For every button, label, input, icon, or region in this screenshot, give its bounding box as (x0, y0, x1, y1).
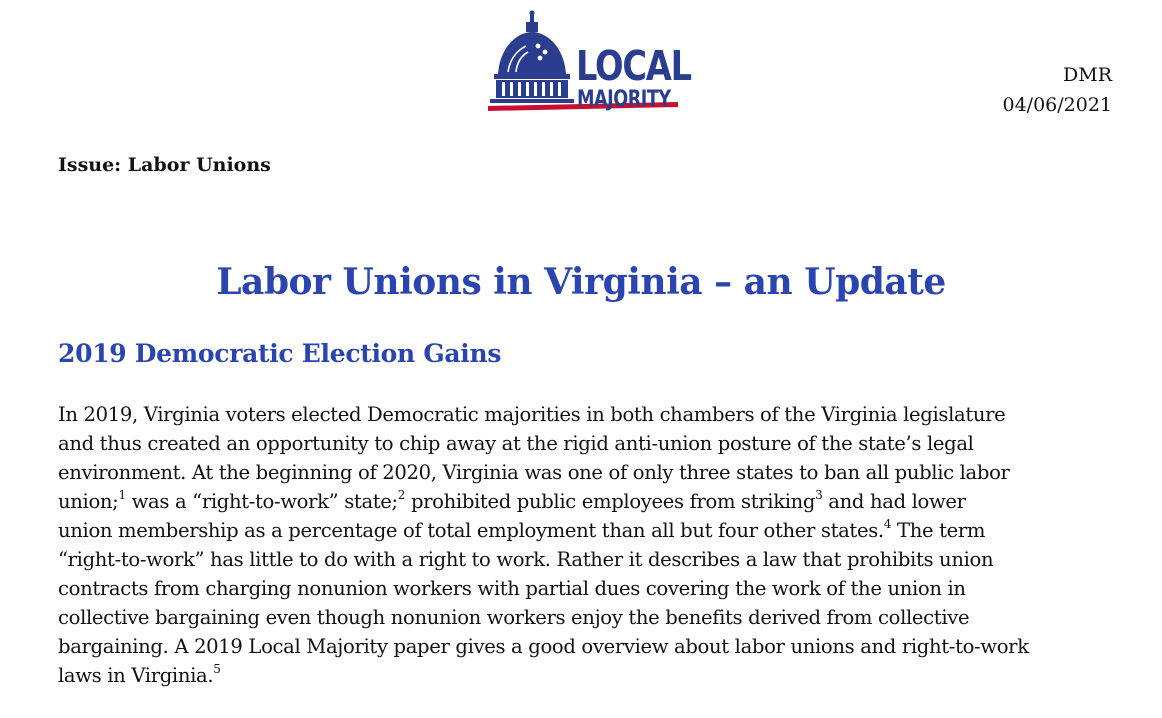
document-meta (1002, 60, 1112, 120)
footnote-ref-4[interactable]: 4 (883, 517, 892, 532)
text-segment: prohibited public employees from striking (405, 490, 816, 513)
paragraph-line: “right-to-work” has little to do with a right to work. Rather it describes a law that prohibits union (58, 548, 994, 571)
paragraph-line (58, 661, 1118, 690)
local-majority-logo (488, 10, 693, 115)
paragraph-line: contracts from charging nonunion workers with partial dues covering the work of the union in (58, 577, 966, 600)
text-segment: was a “right-to-work” state; (125, 490, 398, 513)
text-segment: The term (891, 519, 986, 542)
footnote-ref-5[interactable]: 5 (213, 662, 221, 677)
text-segment: union; (58, 490, 119, 513)
paragraph-line: bargaining. A 2019 Local Majority paper gives a good overview about labor unions and right-to-work (58, 635, 1029, 658)
document-date: 04/06/2021 (1002, 94, 1112, 116)
issue-label: Issue: Labor Unions (58, 154, 271, 176)
paragraph-line: environment. At the beginning of 2020, Virginia was one of only three states to ban all public labor (58, 461, 1010, 484)
text-segment: laws in Virginia. (58, 664, 214, 687)
paragraph-line: In 2019, Virginia voters elected Democratic majorities in both chambers of the Virginia legislature (58, 403, 1006, 426)
footnote-ref-2[interactable]: 2 (397, 488, 406, 503)
document-title: Labor Unions in Virginia – an Update (216, 261, 946, 303)
footnote-ref-3[interactable]: 3 (815, 488, 823, 503)
paragraph-line (58, 487, 1118, 516)
logo-wordmark-local: LOCAL (576, 42, 691, 90)
section-heading: 2019 Democratic Election Gains (58, 339, 502, 368)
paragraph-line (58, 516, 1118, 545)
text-segment: and had lower (822, 490, 966, 513)
paragraph-line: and thus created an opportunity to chip away at the rigid anti-union posture of the state’s legal (58, 432, 974, 455)
footnote-ref-1[interactable]: 1 (118, 488, 126, 503)
logo-wordmark-majority: MAJORITY (577, 87, 671, 112)
body-paragraph (58, 400, 1118, 690)
paragraph-line: collective bargaining even though nonunion workers enjoy the benefits derived from collective (58, 606, 970, 629)
text-segment: union membership as a percentage of total employment than all but four other states. (58, 519, 884, 542)
author-initials: DMR (1063, 64, 1112, 86)
